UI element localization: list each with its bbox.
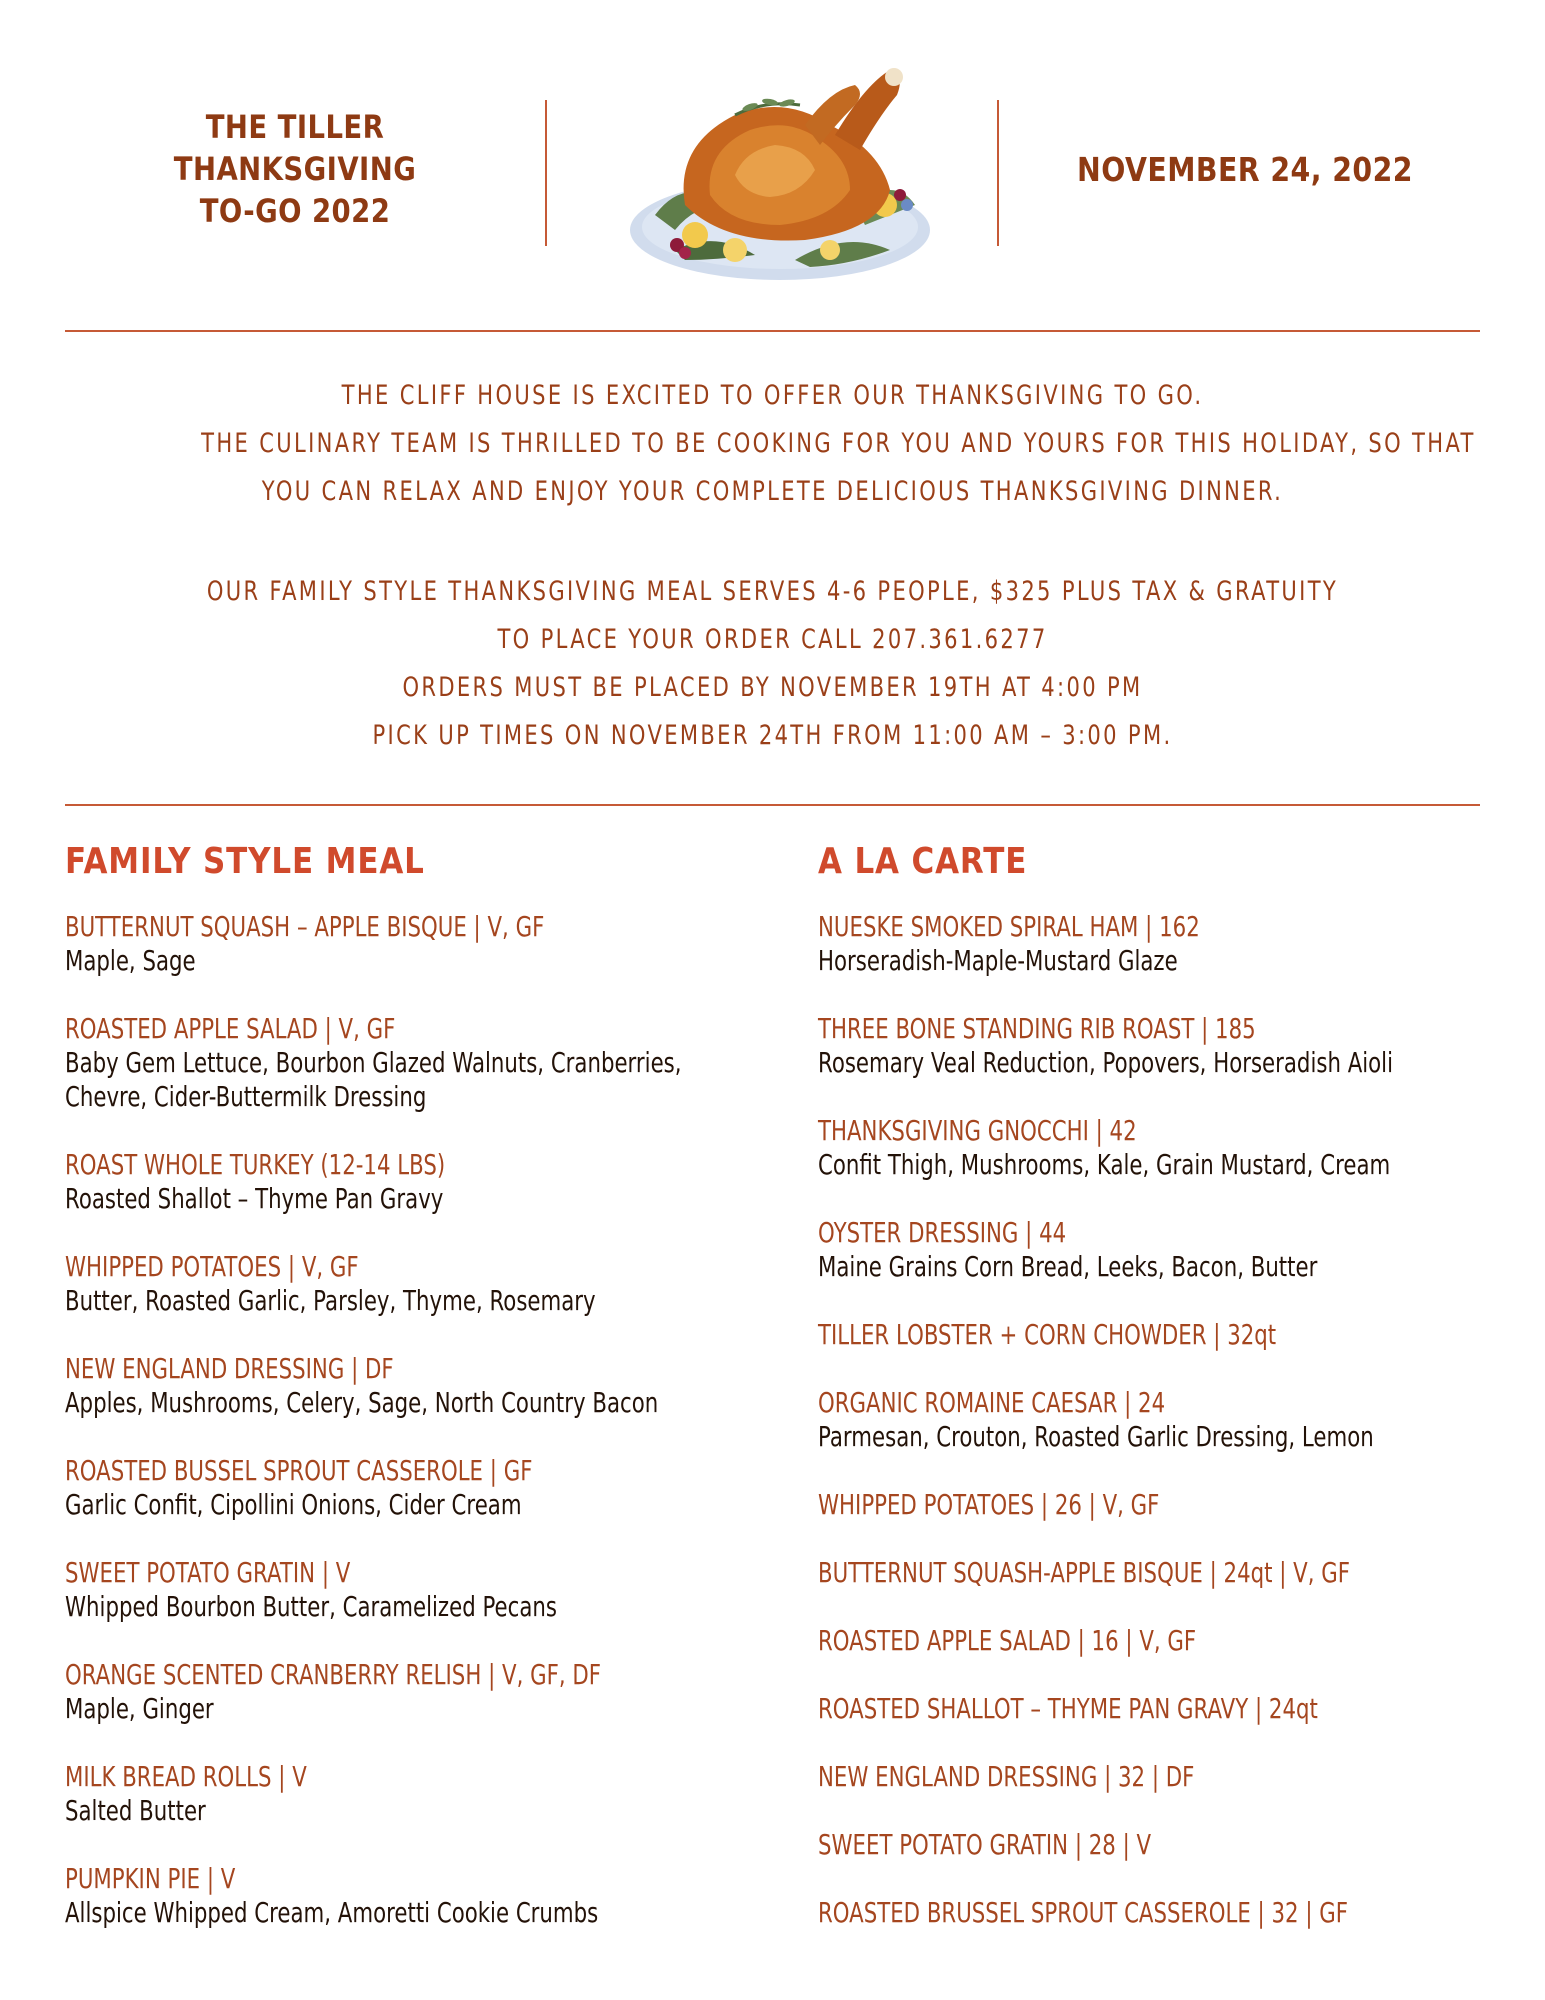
- menu-item-description: Confit Thigh, Mushrooms, Kale, Grain Mustard, Cream: [818, 1148, 1391, 1181]
- order-info-line: OUR FAMILY STYLE THANKSGIVING MEAL SERVES 4-6 PEOPLE, $325 PLUS TAX & GRATUITY: [206, 576, 1339, 607]
- intro-rule: [65, 804, 1480, 806]
- intro-paragraph: [40, 372, 1505, 516]
- menu-item-name: SWEET POTATO GRATIN | 28 | V: [818, 1828, 1152, 1861]
- menu-item: [65, 1250, 765, 1352]
- menu-item-name: ROASTED APPLE SALAD | 16 | V, GF: [818, 1624, 1197, 1657]
- header-divider-left: [545, 100, 547, 246]
- menu-item-description: Garlic Confit, Cipollini Onions, Cider Cream: [65, 1488, 522, 1521]
- menu-item-name: PUMPKIN PIE | V: [65, 1862, 236, 1895]
- a-la-carte-heading: A LA CARTE: [818, 841, 1028, 882]
- menu-item: [818, 1828, 1518, 1896]
- menu-item: [818, 1556, 1518, 1624]
- order-info-line: ORDERS MUST BE PLACED BY NOVEMBER 19TH AT 4:00 PM: [402, 672, 1143, 703]
- menu-item-description: Apples, Mushrooms, Celery, Sage, North Country Bacon: [65, 1386, 659, 1419]
- menu-item-description: Maple, Sage: [65, 944, 196, 977]
- menu-item: [818, 1386, 1518, 1488]
- menu-item-description: Whipped Bourbon Butter, Caramelized Pecans: [65, 1590, 557, 1623]
- menu-title: [145, 106, 446, 232]
- menu-item-description: Salted Butter: [65, 1794, 206, 1827]
- menu-item-name: ROASTED APPLE SALAD | V, GF: [65, 1012, 396, 1045]
- menu-item: [818, 1488, 1518, 1556]
- menu-item: [818, 1012, 1518, 1114]
- menu-item: [818, 1692, 1518, 1760]
- menu-item: [818, 1114, 1518, 1216]
- menu-item-name: TILLER LOBSTER + CORN CHOWDER | 32qt: [818, 1318, 1277, 1351]
- menu-title-line-3: TO-GO 2022: [199, 192, 391, 230]
- menu-item-name: ORANGE SCENTED CRANBERRY RELISH | V, GF, DF: [65, 1658, 601, 1691]
- menu-item-description: Horseradish-Maple-Mustard Glaze: [818, 944, 1178, 977]
- menu-item: [818, 1896, 1518, 1964]
- family-style-heading: FAMILY STYLE MEAL: [65, 841, 425, 882]
- menu-item: [65, 910, 765, 1012]
- menu-item-name: ROASTED BRUSSEL SPROUT CASSEROLE | 32 | GF: [818, 1896, 1349, 1929]
- intro-line: YOU CAN RELAX AND ENJOY YOUR COMPLETE DELICIOUS THANKSGIVING DINNER.: [261, 476, 1284, 507]
- menu-item: [65, 1556, 765, 1658]
- order-info-line: PICK UP TIMES ON NOVEMBER 24TH FROM 11:00 AM – 3:00 PM.: [372, 720, 1173, 751]
- menu-item: [65, 1658, 765, 1760]
- menu-item-name: OYSTER DRESSING | 44: [818, 1216, 1067, 1249]
- intro-line: THE CLIFF HOUSE IS EXCITED TO OFFER OUR THANKSGIVING TO GO.: [341, 380, 1204, 411]
- menu-item: [65, 1760, 765, 1862]
- header-divider-right: [997, 100, 999, 246]
- menu-item-description: Parmesan, Crouton, Roasted Garlic Dressing, Lemon: [818, 1420, 1374, 1453]
- menu-item-name: SWEET POTATO GRATIN | V: [65, 1556, 351, 1589]
- menu-item: [65, 1148, 765, 1250]
- menu-item-name: ROASTED BUSSEL SPROUT CASSEROLE | GF: [65, 1454, 533, 1487]
- menu-item-name: ROASTED SHALLOT – THYME PAN GRAVY | 24qt: [818, 1692, 1318, 1725]
- menu-item-name: BUTTERNUT SQUASH – APPLE BISQUE | V, GF: [65, 910, 545, 943]
- order-info: [40, 568, 1505, 760]
- menu-item-name: THANKSGIVING GNOCCHI | 42: [818, 1114, 1137, 1147]
- menu-item-description: Rosemary Veal Reduction, Popovers, Horseradish Aioli: [818, 1046, 1394, 1079]
- menu-item: [65, 1862, 765, 1964]
- menu-item: [818, 1624, 1518, 1692]
- menu-item-description: Roasted Shallot – Thyme Pan Gravy: [65, 1182, 444, 1215]
- menu-title-line-1: THE TILLER: [205, 108, 385, 146]
- menu-item-name: ORGANIC ROMAINE CAESAR | 24: [818, 1386, 1166, 1419]
- menu-item: [818, 1318, 1518, 1386]
- menu-title-line-2: THANKSGIVING: [173, 150, 417, 188]
- menu-item-description: Baby Gem Lettuce, Bourbon Glazed Walnuts, Cranberries,: [65, 1046, 682, 1079]
- menu-item: [818, 1760, 1518, 1828]
- menu-item-name: MILK BREAD ROLLS | V: [65, 1760, 307, 1793]
- menu-item-name: WHIPPED POTATOES | V, GF: [65, 1250, 359, 1283]
- menu-item-description: Maine Grains Corn Bread, Leeks, Bacon, Butter: [818, 1250, 1318, 1283]
- a-la-carte-column: [818, 840, 1518, 1964]
- menu-item-name: ROAST WHOLE TURKEY (12-14 LBS): [65, 1148, 446, 1181]
- intro-line: THE CULINARY TEAM IS THRILLED TO BE COOKING FOR YOU AND YOURS FOR THIS HOLIDAY, SO THAT: [201, 428, 1476, 459]
- menu-item: [65, 1352, 765, 1454]
- event-date: NOVEMBER 24, 2022: [1077, 150, 1413, 189]
- menu-item: [818, 1216, 1518, 1318]
- menu-item: [818, 910, 1518, 1012]
- menu-item-description: Butter, Roasted Garlic, Parsley, Thyme, Rosemary: [65, 1284, 596, 1317]
- menu-item: [65, 1454, 765, 1556]
- menu-item-name: NEW ENGLAND DRESSING | DF: [65, 1352, 394, 1385]
- family-style-column: [65, 840, 765, 1964]
- menu-item-name: THREE BONE STANDING RIB ROAST | 185: [818, 1012, 1256, 1045]
- header-rule: [65, 330, 1480, 332]
- menu-item-description: Maple, Ginger: [65, 1692, 214, 1725]
- menu-item: [65, 1012, 765, 1148]
- menu-item-name: WHIPPED POTATOES | 26 | V, GF: [818, 1488, 1160, 1521]
- menu-item-name: NUESKE SMOKED SPIRAL HAM | 162: [818, 910, 1200, 943]
- menu-item-description: Chevre, Cider-Buttermilk Dressing: [65, 1080, 427, 1113]
- menu-item-description: Allspice Whipped Cream, Amoretti Cookie Crumbs: [65, 1896, 599, 1929]
- menu-item-name: NEW ENGLAND DRESSING | 32 | DF: [818, 1760, 1195, 1793]
- order-info-line: TO PLACE YOUR ORDER CALL 207.361.6277: [497, 624, 1048, 655]
- roast-turkey-illustration: [615, 55, 945, 287]
- menu-item-name: BUTTERNUT SQUASH-APPLE BISQUE | 24qt | V, GF: [818, 1556, 1350, 1589]
